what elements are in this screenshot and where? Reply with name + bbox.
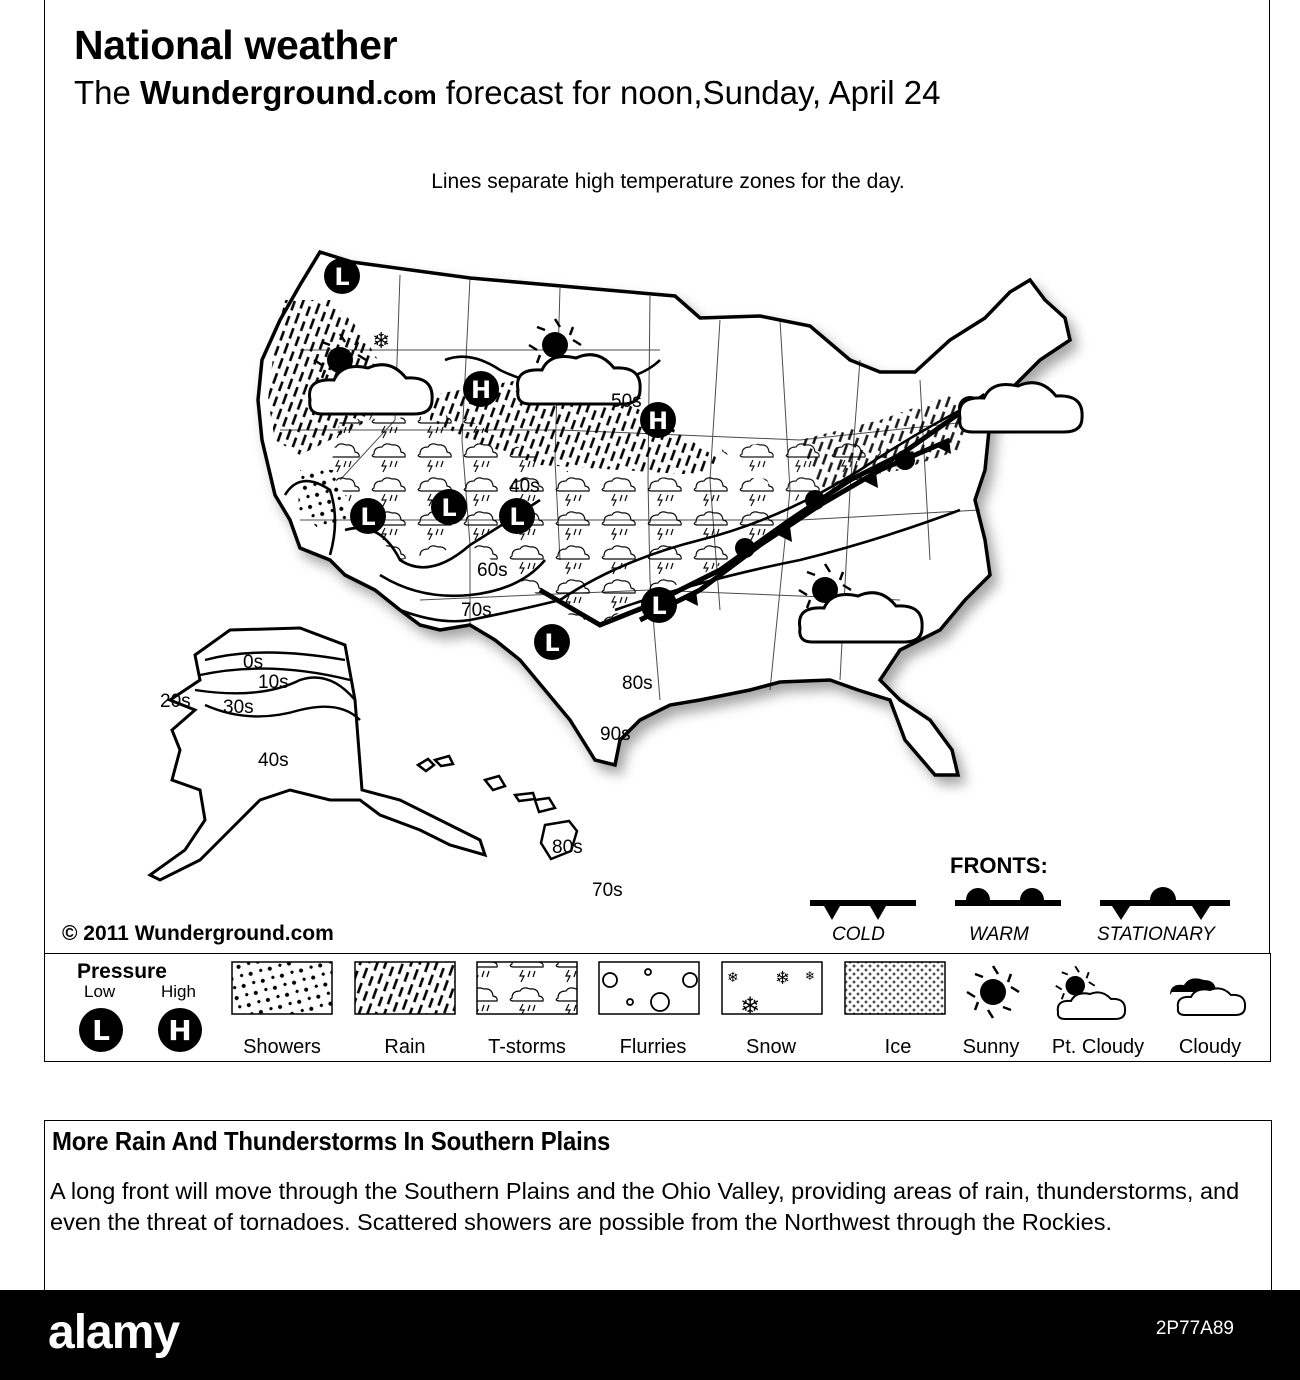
story-body: A long front will move through the Southern Plains and the Ohio Valley, providing areas of rain, thunderstorms, and even the threat of tornadoes. Scattered showers are possible from the Northwest through the Rockies.	[50, 1178, 1240, 1235]
legend-label-ice: Ice	[884, 1036, 912, 1058]
stationary-front-label: STATIONARY	[1097, 924, 1215, 945]
low-pressure-marker	[499, 498, 535, 534]
warm-front-label: WARM	[969, 924, 1029, 945]
zones-note: Lines separate high temperature zones for the day.	[431, 170, 905, 193]
svg-text:L: L	[360, 503, 376, 531]
alamy-logo: alamy	[48, 1306, 180, 1359]
cloudy-icon-legend	[1170, 978, 1245, 1015]
legend-label-tstorms: T-storms	[488, 1036, 566, 1058]
temp-label: 50s	[611, 391, 642, 412]
low-pressure-marker	[350, 498, 386, 534]
pressure-high-label: High	[161, 982, 196, 1001]
svg-text:L: L	[441, 494, 457, 522]
cold-front-symbol	[810, 900, 916, 920]
subtitle-prefix: The	[74, 74, 141, 111]
temp-label: 70s	[592, 880, 623, 901]
legend-label-snow: Snow	[745, 1036, 797, 1058]
svg-text:H: H	[168, 1014, 192, 1047]
legend-label-rain: Rain	[384, 1036, 426, 1058]
tstorms-swatch	[477, 962, 577, 1014]
svg-text:❄: ❄	[775, 968, 791, 989]
story-headline: More Rain And Thunderstorms In Southern Plains	[52, 1126, 611, 1156]
ice-swatch	[845, 962, 945, 1014]
partly-cloudy-icon	[1056, 966, 1125, 1019]
low-pressure-marker	[534, 624, 570, 660]
image-id: 2P77A89	[1155, 1318, 1234, 1339]
warm-front-symbol	[955, 888, 1061, 906]
temp-label: 40s	[258, 750, 289, 771]
low-pressure-marker	[641, 587, 677, 623]
svg-text:❄: ❄	[805, 969, 816, 983]
svg-text:❄: ❄	[740, 992, 761, 1020]
svg-text:L: L	[509, 503, 525, 531]
pressure-legend-title: Pressure	[77, 960, 167, 983]
legend-label-flurries: Flurries	[619, 1036, 687, 1058]
showers-swatch	[232, 962, 332, 1014]
temp-label: 30s	[223, 697, 254, 718]
page-title: National weather	[74, 22, 398, 68]
cold-front-label: COLD	[832, 924, 885, 945]
svg-text:❄: ❄	[727, 970, 739, 986]
temp-label: 20s	[160, 691, 191, 712]
subtitle-date: forecast for noon,Sunday, April 24	[436, 74, 941, 111]
svg-text:L: L	[544, 629, 560, 657]
alaska-outline	[150, 628, 485, 880]
temp-label: 70s	[461, 600, 492, 621]
low-pressure-marker	[431, 489, 467, 525]
temp-label: 80s	[552, 837, 583, 858]
low-pressure-marker	[324, 258, 360, 294]
low-pressure-icon	[79, 1008, 123, 1052]
legend-label-showers: Showers	[243, 1036, 321, 1058]
legend-label-sunny: Sunny	[962, 1036, 1020, 1058]
pressure-low-label: Low	[84, 982, 116, 1001]
svg-text:L: L	[334, 263, 350, 291]
svg-text:H: H	[470, 376, 492, 404]
high-pressure-marker	[640, 402, 676, 438]
copyright: © 2011 Wunderground.com	[62, 922, 334, 945]
temp-label: 0s	[243, 652, 264, 673]
svg-text:L: L	[651, 592, 667, 620]
temp-label: 90s	[600, 724, 631, 745]
svg-text:L: L	[92, 1014, 110, 1047]
legend-label-pt-cloudy: Pt. Cloudy	[1051, 1036, 1145, 1058]
fronts-title: FRONTS:	[950, 853, 1048, 878]
snowflake-icon: ❄	[372, 329, 391, 354]
rain-swatch	[355, 962, 455, 1014]
legend-label-cloudy: Cloudy	[1178, 1036, 1242, 1058]
high-pressure-icon	[158, 1008, 202, 1052]
footer-bar	[0, 1290, 1300, 1380]
temp-label: 60s	[477, 560, 508, 581]
fronts-legend-symbols	[810, 887, 1230, 920]
subtitle-brand: Wunderground	[140, 74, 376, 111]
sunny-icon	[967, 966, 1019, 1018]
subtitle-dotcom: .com	[375, 80, 437, 110]
temp-label: 80s	[622, 673, 653, 694]
svg-text:H: H	[647, 407, 669, 435]
temp-label: 10s	[258, 672, 289, 693]
stationary-front-symbol	[1100, 887, 1230, 920]
temp-label: 40s	[509, 476, 540, 497]
high-pressure-marker	[463, 371, 499, 407]
